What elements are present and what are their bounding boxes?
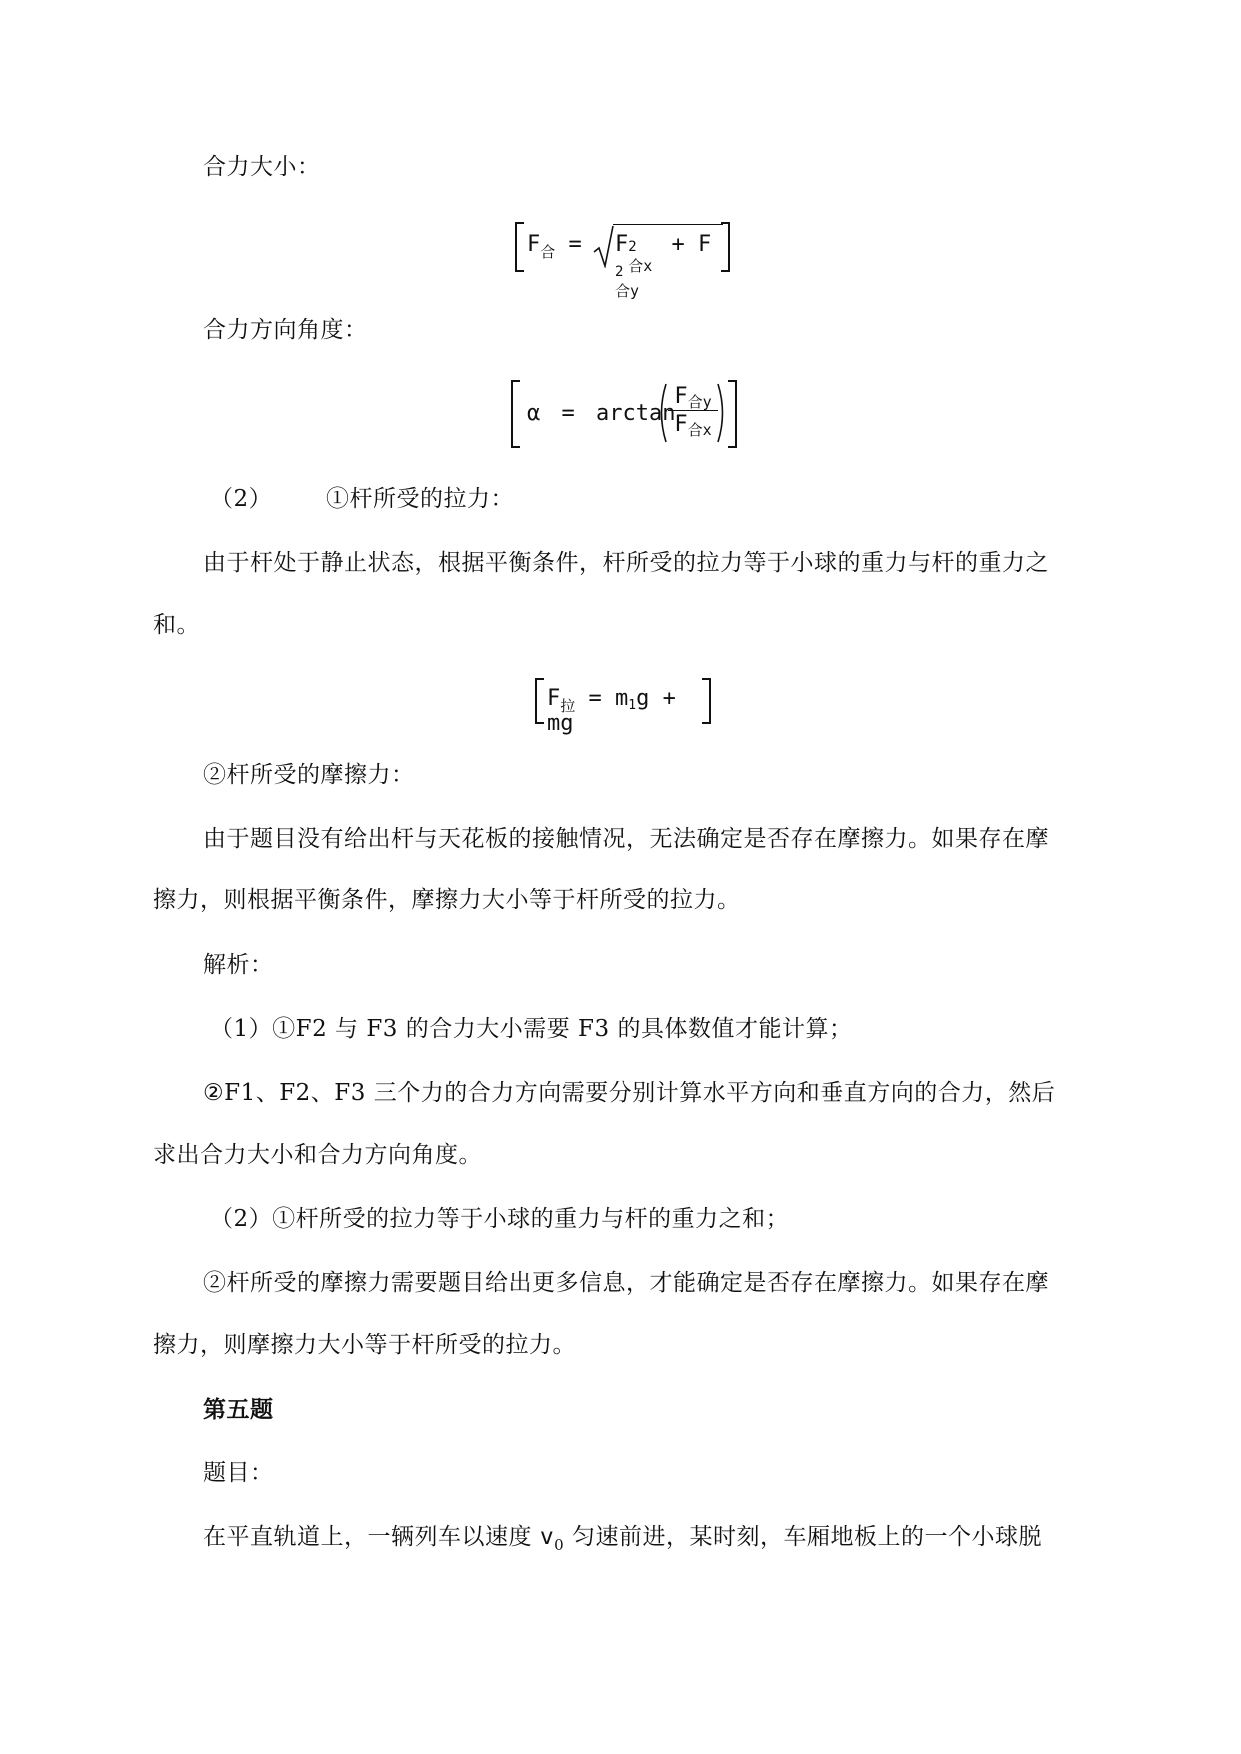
sqrt-overline — [613, 224, 723, 225]
equation-bracket-right — [702, 678, 711, 724]
eq-symbol: F — [698, 232, 712, 257]
paragraph-analysis-1: （1）①F2 与 F3 的合力大小需要 F3 的具体数值才能计算； — [210, 1016, 853, 1042]
paragraph-part2-number: （2） — [210, 486, 273, 512]
eq-operator: = — [561, 401, 575, 426]
section-heading: 第五题 — [203, 1396, 274, 1423]
eq-symbol: mg — [547, 711, 574, 736]
paragraph-analysis-3: （2）①杆所受的拉力等于小球的重力与杆的重力之和； — [210, 1206, 790, 1232]
eq-symbol: g — [636, 686, 650, 711]
equation-tension — [535, 678, 711, 736]
equation-bracket-left — [515, 222, 524, 272]
velocity-symbol: v — [539, 1524, 555, 1550]
equation-bracket-right — [728, 380, 737, 448]
paragraph-analysis-4-line2: 擦力，则摩擦力大小等于杆所受的拉力。 — [153, 1332, 576, 1358]
paragraph-resultant-magnitude: 合力大小： — [203, 154, 321, 180]
eq-subscript: 合 — [540, 243, 556, 261]
paragraph-resultant-angle: 合力方向角度： — [203, 317, 368, 343]
equation-resultant-angle — [511, 380, 737, 446]
eq-operator: = — [568, 232, 582, 257]
eq-subscript: 合y — [615, 282, 640, 300]
eq-symbol: F — [547, 686, 561, 711]
paragraph-analysis-2-line2: 求出合力大小和合力方向角度。 — [153, 1142, 482, 1168]
paren-left — [656, 382, 668, 444]
eq-symbol: m — [615, 686, 629, 711]
eq-subscript: 拉 — [560, 697, 576, 715]
eq-function: arctan — [596, 401, 676, 426]
eq-subscript: 1 — [628, 698, 637, 713]
paragraph-question-label: 题目： — [203, 1460, 274, 1486]
eq-symbol: F — [615, 232, 629, 257]
paragraph-part2-title: ①杆所受的拉力： — [326, 486, 514, 512]
paragraph-tension-explanation-line1: 由于杆处于静止状态，根据平衡条件，杆所受的拉力等于小球的重力与杆的重力之 — [203, 550, 1049, 576]
paragraph-analysis-2-line1: ②F1、F2、F3 三个力的合力方向需要分别计算水平方向和垂直方向的合力，然后 — [203, 1080, 1056, 1106]
paragraph-analysis-label: 解析： — [203, 952, 274, 978]
sqrt-sign — [593, 224, 615, 268]
eq-subscript: 合x — [628, 257, 653, 275]
eq-symbol: F — [527, 232, 541, 257]
eq-subscript: 合y — [687, 393, 712, 411]
eq-symbol: F — [674, 384, 688, 409]
paragraph-analysis-4-line1: ②杆所受的摩擦力需要题目给出更多信息，才能确定是否存在摩擦力。如果存在摩 — [203, 1270, 1049, 1296]
question-text-pre: 在平直轨道上，一辆列车以速度 — [203, 1524, 540, 1550]
paren-right — [716, 382, 728, 444]
velocity-subscript: 0 — [554, 1536, 565, 1554]
eq-subscript: 合x — [687, 421, 712, 439]
paragraph-tension-explanation-line2: 和。 — [153, 612, 200, 638]
eq-symbol: F — [674, 412, 688, 437]
eq-operator: + — [671, 232, 685, 257]
question-text-post: 匀速前进，某时刻，车厢地板上的一个小球脱 — [564, 1524, 1043, 1550]
equation-bracket-right — [721, 222, 730, 272]
eq-operator: + — [662, 686, 676, 711]
paragraph-friction-title: ②杆所受的摩擦力： — [203, 762, 415, 788]
equation-bracket-left — [535, 678, 544, 724]
eq-superscript: 2 — [628, 239, 637, 255]
eq-symbol: α — [527, 401, 541, 426]
paragraph-friction-explanation-line2: 擦力，则根据平衡条件，摩擦力大小等于杆所受的拉力。 — [153, 887, 741, 913]
eq-operator: = — [588, 686, 602, 711]
paragraph-question-text — [203, 1520, 1042, 1556]
equation-bracket-left — [511, 380, 520, 448]
eq-superscript: 2 — [615, 264, 624, 280]
paragraph-friction-explanation-line1: 由于题目没有给出杆与天花板的接触情况，无法确定是否存在摩擦力。如果存在摩 — [203, 826, 1049, 852]
equation-resultant-magnitude — [515, 222, 730, 300]
